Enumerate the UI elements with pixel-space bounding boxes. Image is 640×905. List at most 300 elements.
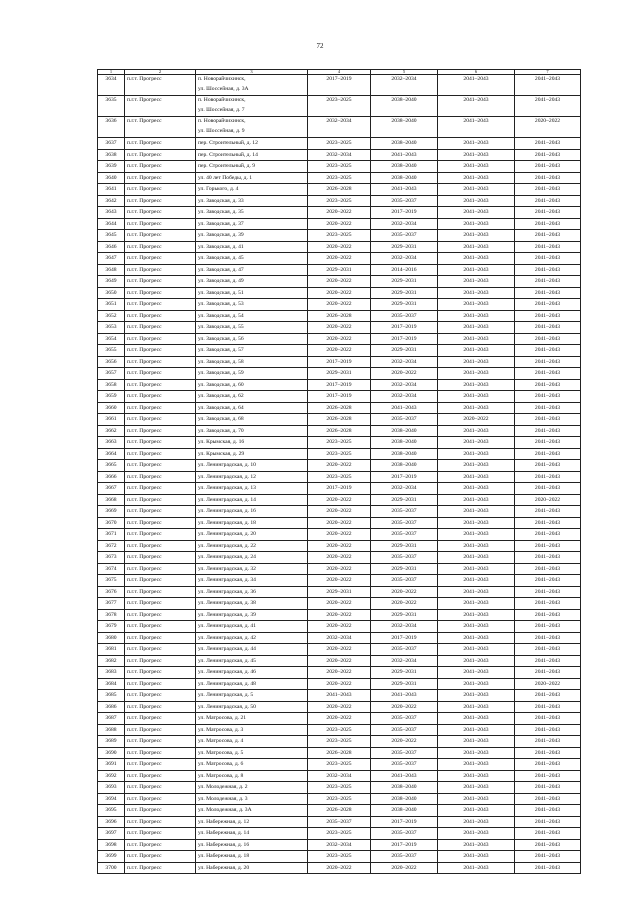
settlement: п.г.т. Прогресс bbox=[125, 391, 196, 403]
period-col4: 2020–2022 bbox=[308, 621, 371, 633]
address: ул. Горького, д. 4 bbox=[196, 184, 308, 196]
address-line: ул. Шоссейная, д. 9 bbox=[198, 127, 245, 134]
address: ул. Ленинградская, д. 44 bbox=[196, 644, 308, 656]
row-number: 3663 bbox=[98, 437, 125, 449]
period-col6: 2041–2043 bbox=[438, 586, 515, 598]
period-col6: 2041–2043 bbox=[438, 287, 515, 299]
table-row bbox=[98, 460, 581, 472]
table-row bbox=[98, 322, 581, 334]
period-col7: 2041–2043 bbox=[515, 460, 581, 472]
settlement: п.г.т. Прогресс bbox=[125, 230, 196, 242]
period-col5: 2035–2037 bbox=[371, 310, 438, 322]
period-col6: 2041–2043 bbox=[438, 264, 515, 276]
table-row bbox=[98, 241, 581, 253]
address-line: ул. Шоссейная, д. 7 bbox=[198, 106, 245, 113]
period-col4: 2026–2028 bbox=[308, 805, 371, 817]
address: ул. Ленинградская, д. 46 bbox=[196, 667, 308, 679]
row-number: 3650 bbox=[98, 287, 125, 299]
row-number: 3642 bbox=[98, 195, 125, 207]
row-number: 3645 bbox=[98, 230, 125, 242]
period-col7: 2020–2022 bbox=[515, 117, 581, 138]
period-col6: 2041–2043 bbox=[438, 563, 515, 575]
settlement: п.г.т. Прогресс bbox=[125, 276, 196, 288]
period-col5: 2038–2040 bbox=[371, 782, 438, 794]
period-col4: 2032–2034 bbox=[308, 770, 371, 782]
period-col6: 2041–2043 bbox=[438, 310, 515, 322]
period-col5: 2020–2022 bbox=[371, 736, 438, 748]
period-col6: 2041–2043 bbox=[438, 667, 515, 679]
period-col4: 2026–2028 bbox=[308, 414, 371, 426]
period-col5: 2038–2040 bbox=[371, 161, 438, 173]
period-col4: 2023–2025 bbox=[308, 161, 371, 173]
period-col4: 2020–2022 bbox=[308, 701, 371, 713]
period-col5: 2035–2037 bbox=[371, 575, 438, 587]
period-col7: 2020–2022 bbox=[515, 678, 581, 690]
row-number: 3660 bbox=[98, 402, 125, 414]
period-col6: 2041–2043 bbox=[438, 75, 515, 96]
address: ул. Заводская, д. 55 bbox=[196, 322, 308, 334]
period-col7: 2041–2043 bbox=[515, 299, 581, 311]
table-row bbox=[98, 736, 581, 748]
row-number: 3669 bbox=[98, 506, 125, 518]
settlement: п.г.т. Прогресс bbox=[125, 759, 196, 771]
period-col7: 2041–2043 bbox=[515, 414, 581, 426]
row-number: 3656 bbox=[98, 356, 125, 368]
address: ул. Заводская, д. 39 bbox=[196, 230, 308, 242]
period-col7: 2041–2043 bbox=[515, 713, 581, 725]
address: ул. Ленинградская, д. 14 bbox=[196, 494, 308, 506]
settlement: п.г.т. Прогресс bbox=[125, 506, 196, 518]
row-number: 3661 bbox=[98, 414, 125, 426]
address: ул. Набережная, д. 20 bbox=[196, 862, 308, 874]
address: ул. 40 лет Победы, д. 1 bbox=[196, 172, 308, 184]
address: ул. Матросова, д. 5 bbox=[196, 747, 308, 759]
period-col7: 2041–2043 bbox=[515, 172, 581, 184]
period-col6: 2041–2043 bbox=[438, 805, 515, 817]
period-col4: 2020–2022 bbox=[308, 322, 371, 334]
table-row bbox=[98, 345, 581, 357]
period-col4: 2023–2025 bbox=[308, 96, 371, 117]
table-body bbox=[98, 70, 581, 874]
period-col5: 2038–2040 bbox=[371, 425, 438, 437]
period-col7: 2041–2043 bbox=[515, 230, 581, 242]
period-col6: 2041–2043 bbox=[438, 782, 515, 794]
table-row bbox=[98, 862, 581, 874]
row-number: 3641 bbox=[98, 184, 125, 196]
period-col7: 2041–2043 bbox=[515, 644, 581, 656]
period-col5: 2035–2037 bbox=[371, 230, 438, 242]
row-number: 3673 bbox=[98, 552, 125, 564]
settlement: п.г.т. Прогресс bbox=[125, 414, 196, 426]
table-row bbox=[98, 552, 581, 564]
period-col5: 2017–2019 bbox=[371, 207, 438, 219]
period-col4: 2035–2037 bbox=[308, 816, 371, 828]
period-col7: 2041–2043 bbox=[515, 161, 581, 173]
table-row bbox=[98, 75, 581, 96]
period-col7: 2041–2043 bbox=[515, 701, 581, 713]
settlement: п.г.т. Прогресс bbox=[125, 437, 196, 449]
period-col6: 2041–2043 bbox=[438, 609, 515, 621]
period-col4: 2020–2022 bbox=[308, 552, 371, 564]
address: ул. Ленинградская, д. 20 bbox=[196, 529, 308, 541]
period-col5: 2032–2034 bbox=[371, 379, 438, 391]
period-col7: 2041–2043 bbox=[515, 632, 581, 644]
period-col4: 2029–2031 bbox=[308, 586, 371, 598]
period-col6: 2041–2043 bbox=[438, 713, 515, 725]
period-col4: 2029–2031 bbox=[308, 264, 371, 276]
table-row bbox=[98, 816, 581, 828]
settlement: п.г.т. Прогресс bbox=[125, 644, 196, 656]
column-header: 3 bbox=[196, 70, 308, 75]
settlement: п.г.т. Прогресс bbox=[125, 149, 196, 161]
period-col4: 2020–2022 bbox=[308, 345, 371, 357]
address: ул. Заводская, д. 33 bbox=[196, 195, 308, 207]
settlement: п.г.т. Прогресс bbox=[125, 828, 196, 840]
period-col4: 2020–2022 bbox=[308, 678, 371, 690]
table-row bbox=[98, 517, 581, 529]
table-row bbox=[98, 701, 581, 713]
address: ул. Ленинградская, д. 22 bbox=[196, 540, 308, 552]
address-line: п. Новорайчихинск, bbox=[198, 97, 246, 103]
address: ул. Заводская, д. 56 bbox=[196, 333, 308, 345]
period-col7: 2041–2043 bbox=[515, 149, 581, 161]
table-row bbox=[98, 230, 581, 242]
settlement: п.г.т. Прогресс bbox=[125, 356, 196, 368]
row-number: 3697 bbox=[98, 828, 125, 840]
row-number: 3676 bbox=[98, 586, 125, 598]
period-col6: 2041–2043 bbox=[438, 195, 515, 207]
settlement: п.г.т. Прогресс bbox=[125, 632, 196, 644]
address: ул. Заводская, д. 64 bbox=[196, 402, 308, 414]
settlement: п.г.т. Прогресс bbox=[125, 402, 196, 414]
period-col4: 2020–2022 bbox=[308, 517, 371, 529]
period-col5: 2035–2037 bbox=[371, 529, 438, 541]
period-col7: 2041–2043 bbox=[515, 310, 581, 322]
period-col6: 2041–2043 bbox=[438, 644, 515, 656]
address: ул. Ленинградская, д. 36 bbox=[196, 586, 308, 598]
period-col5: 2038–2040 bbox=[371, 793, 438, 805]
table-row bbox=[98, 851, 581, 863]
period-col4: 2020–2022 bbox=[308, 460, 371, 472]
period-col6: 2041–2043 bbox=[438, 828, 515, 840]
row-number: 3672 bbox=[98, 540, 125, 552]
period-col5: 2035–2037 bbox=[371, 724, 438, 736]
period-col6: 2041–2043 bbox=[438, 529, 515, 541]
period-col4: 2023–2025 bbox=[308, 230, 371, 242]
address: ул. Заводская, д. 47 bbox=[196, 264, 308, 276]
address: ул. Заводская, д. 53 bbox=[196, 299, 308, 311]
table-row bbox=[98, 218, 581, 230]
table-row bbox=[98, 96, 581, 117]
period-col6: 2041–2043 bbox=[438, 425, 515, 437]
table-row bbox=[98, 540, 581, 552]
period-col6: 2041–2043 bbox=[438, 839, 515, 851]
period-col6: 2041–2043 bbox=[438, 368, 515, 380]
row-number: 3649 bbox=[98, 276, 125, 288]
address: ул. Матросова, д. 4 bbox=[196, 736, 308, 748]
period-col4: 2020–2022 bbox=[308, 506, 371, 518]
period-col4: 2020–2022 bbox=[308, 529, 371, 541]
settlement: п.г.т. Прогресс bbox=[125, 713, 196, 725]
row-number: 3670 bbox=[98, 517, 125, 529]
period-col7: 2041–2043 bbox=[515, 552, 581, 564]
period-col4: 2032–2034 bbox=[308, 839, 371, 851]
address: ул. Заводская, д. 54 bbox=[196, 310, 308, 322]
period-col5: 2020–2022 bbox=[371, 598, 438, 610]
period-col7: 2041–2043 bbox=[515, 805, 581, 817]
period-col4: 2020–2022 bbox=[308, 655, 371, 667]
period-col5: 2041–2043 bbox=[371, 149, 438, 161]
period-col6: 2041–2043 bbox=[438, 402, 515, 414]
settlement: п.г.т. Прогресс bbox=[125, 195, 196, 207]
settlement: п.г.т. Прогресс bbox=[125, 747, 196, 759]
table-row bbox=[98, 333, 581, 345]
period-col4: 2026–2028 bbox=[308, 402, 371, 414]
period-col7: 2041–2043 bbox=[515, 253, 581, 265]
period-col7: 2041–2043 bbox=[515, 517, 581, 529]
column-header: 6 bbox=[438, 70, 515, 75]
period-col6: 2041–2043 bbox=[438, 851, 515, 863]
period-col5: 2038–2040 bbox=[371, 805, 438, 817]
table-row bbox=[98, 184, 581, 196]
period-col7: 2041–2043 bbox=[515, 356, 581, 368]
address: ул. Заводская, д. 70 bbox=[196, 425, 308, 437]
period-col7: 2041–2043 bbox=[515, 540, 581, 552]
settlement: п.г.т. Прогресс bbox=[125, 563, 196, 575]
settlement: п.г.т. Прогресс bbox=[125, 494, 196, 506]
address: ул. Ленинградская, д. 42 bbox=[196, 632, 308, 644]
period-col7: 2041–2043 bbox=[515, 184, 581, 196]
period-col5: 2032–2034 bbox=[371, 621, 438, 633]
period-col6: 2041–2043 bbox=[438, 207, 515, 219]
period-col7: 2020–2022 bbox=[515, 494, 581, 506]
address: ул. Заводская, д. 35 bbox=[196, 207, 308, 219]
period-col7: 2041–2043 bbox=[515, 782, 581, 794]
settlement: п.г.т. Прогресс bbox=[125, 75, 196, 96]
period-col7: 2041–2043 bbox=[515, 724, 581, 736]
period-col4: 2020–2022 bbox=[308, 333, 371, 345]
period-col5: 2029–2031 bbox=[371, 678, 438, 690]
period-col4: 2020–2022 bbox=[308, 276, 371, 288]
period-col7: 2041–2043 bbox=[515, 96, 581, 117]
period-col4: 2020–2022 bbox=[308, 540, 371, 552]
settlement: п.г.т. Прогресс bbox=[125, 552, 196, 564]
table-row bbox=[98, 195, 581, 207]
period-col7: 2041–2043 bbox=[515, 736, 581, 748]
settlement: п.г.т. Прогресс bbox=[125, 782, 196, 794]
period-col7: 2041–2043 bbox=[515, 828, 581, 840]
table-row bbox=[98, 667, 581, 679]
table-row bbox=[98, 575, 581, 587]
table-row bbox=[98, 586, 581, 598]
period-col4: 2026–2028 bbox=[308, 425, 371, 437]
period-col4: 2032–2034 bbox=[308, 117, 371, 138]
column-header: 5 bbox=[371, 70, 438, 75]
settlement: п.г.т. Прогресс bbox=[125, 218, 196, 230]
row-number: 3674 bbox=[98, 563, 125, 575]
address: пер. Строительный, д. 9 bbox=[196, 161, 308, 173]
period-col4: 2026–2028 bbox=[308, 184, 371, 196]
settlement: п.г.т. Прогресс bbox=[125, 805, 196, 817]
period-col4: 2020–2022 bbox=[308, 241, 371, 253]
period-col7: 2041–2043 bbox=[515, 770, 581, 782]
period-col6: 2041–2043 bbox=[438, 736, 515, 748]
settlement: п.г.т. Прогресс bbox=[125, 701, 196, 713]
row-number: 3655 bbox=[98, 345, 125, 357]
period-col4: 2023–2025 bbox=[308, 172, 371, 184]
row-number: 3683 bbox=[98, 667, 125, 679]
row-number: 3690 bbox=[98, 747, 125, 759]
period-col7: 2041–2043 bbox=[515, 563, 581, 575]
row-number: 3657 bbox=[98, 368, 125, 380]
period-col4: 2023–2025 bbox=[308, 437, 371, 449]
period-col6: 2041–2043 bbox=[438, 391, 515, 403]
period-col5: 2038–2040 bbox=[371, 460, 438, 472]
period-col6: 2041–2043 bbox=[438, 149, 515, 161]
address: ул. Ленинградская, д. 41 bbox=[196, 621, 308, 633]
period-col5: 2038–2040 bbox=[371, 448, 438, 460]
row-number: 3667 bbox=[98, 483, 125, 495]
column-header: 2 bbox=[125, 70, 196, 75]
period-col6: 2041–2043 bbox=[438, 598, 515, 610]
period-col5: 2029–2031 bbox=[371, 276, 438, 288]
period-col5: 2038–2040 bbox=[371, 172, 438, 184]
settlement: п.г.т. Прогресс bbox=[125, 264, 196, 276]
period-col4: 2023–2025 bbox=[308, 724, 371, 736]
settlement: п.г.т. Прогресс bbox=[125, 724, 196, 736]
period-col5: 2032–2034 bbox=[371, 75, 438, 96]
settlement: п.г.т. Прогресс bbox=[125, 184, 196, 196]
period-col4: 2020–2022 bbox=[308, 207, 371, 219]
table-row bbox=[98, 598, 581, 610]
row-number: 3682 bbox=[98, 655, 125, 667]
settlement: п.г.т. Прогресс bbox=[125, 322, 196, 334]
row-number: 3681 bbox=[98, 644, 125, 656]
address: ул. Заводская, д. 60 bbox=[196, 379, 308, 391]
settlement: п.г.т. Прогресс bbox=[125, 793, 196, 805]
table-row bbox=[98, 563, 581, 575]
period-col4: 2017–2019 bbox=[308, 379, 371, 391]
period-col5: 2035–2037 bbox=[371, 517, 438, 529]
address bbox=[196, 117, 308, 138]
period-col6: 2041–2043 bbox=[438, 356, 515, 368]
period-col7: 2041–2043 bbox=[515, 667, 581, 679]
period-col7: 2041–2043 bbox=[515, 241, 581, 253]
period-col4: 2020–2022 bbox=[308, 667, 371, 679]
period-col7: 2041–2043 bbox=[515, 195, 581, 207]
row-number: 3689 bbox=[98, 736, 125, 748]
row-number: 3639 bbox=[98, 161, 125, 173]
table-row bbox=[98, 117, 581, 138]
period-col5: 2029–2031 bbox=[371, 609, 438, 621]
table-row bbox=[98, 448, 581, 460]
period-col6: 2041–2043 bbox=[438, 759, 515, 771]
period-col6: 2041–2043 bbox=[438, 161, 515, 173]
table-row bbox=[98, 356, 581, 368]
period-col6: 2041–2043 bbox=[438, 506, 515, 518]
period-col6: 2041–2043 bbox=[438, 678, 515, 690]
address: ул. Заводская, д. 37 bbox=[196, 218, 308, 230]
period-col4: 2023–2025 bbox=[308, 782, 371, 794]
period-col6: 2041–2043 bbox=[438, 437, 515, 449]
period-col4: 2023–2025 bbox=[308, 851, 371, 863]
row-number: 3637 bbox=[98, 138, 125, 150]
address: ул. Крымская, д. 29 bbox=[196, 448, 308, 460]
address: ул. Набережная, д. 16 bbox=[196, 839, 308, 851]
table-row bbox=[98, 161, 581, 173]
period-col7: 2041–2043 bbox=[515, 75, 581, 96]
period-col6: 2041–2043 bbox=[438, 862, 515, 874]
period-col6: 2041–2043 bbox=[438, 299, 515, 311]
row-number: 3685 bbox=[98, 690, 125, 702]
period-col7: 2041–2043 bbox=[515, 609, 581, 621]
period-col5: 2014–2016 bbox=[371, 264, 438, 276]
period-col5: 2032–2034 bbox=[371, 483, 438, 495]
period-col4: 2020–2022 bbox=[308, 598, 371, 610]
period-col6: 2041–2043 bbox=[438, 460, 515, 472]
period-col4: 2017–2019 bbox=[308, 75, 371, 96]
period-col6: 2041–2043 bbox=[438, 793, 515, 805]
table-row bbox=[98, 529, 581, 541]
row-number: 3652 bbox=[98, 310, 125, 322]
period-col4: 2017–2019 bbox=[308, 356, 371, 368]
settlement: п.г.т. Прогресс bbox=[125, 299, 196, 311]
settlement: п.г.т. Прогресс bbox=[125, 287, 196, 299]
settlement: п.г.т. Прогресс bbox=[125, 345, 196, 357]
period-col4: 2029–2031 bbox=[308, 368, 371, 380]
table-row bbox=[98, 299, 581, 311]
period-col6: 2041–2043 bbox=[438, 471, 515, 483]
period-col5: 2035–2037 bbox=[371, 828, 438, 840]
settlement: п.г.т. Прогресс bbox=[125, 483, 196, 495]
address: ул. Ленинградская, д. 38 bbox=[196, 598, 308, 610]
table-row bbox=[98, 609, 581, 621]
period-col5: 2020–2022 bbox=[371, 862, 438, 874]
page-number: 72 bbox=[316, 42, 324, 50]
row-number: 3699 bbox=[98, 851, 125, 863]
row-number: 3653 bbox=[98, 322, 125, 334]
settlement: п.г.т. Прогресс bbox=[125, 586, 196, 598]
period-col4: 2020–2022 bbox=[308, 575, 371, 587]
period-col5: 2029–2031 bbox=[371, 563, 438, 575]
period-col6: 2041–2043 bbox=[438, 322, 515, 334]
address: ул. Ленинградская, д. 12 bbox=[196, 471, 308, 483]
table-row bbox=[98, 287, 581, 299]
period-col7: 2041–2043 bbox=[515, 368, 581, 380]
period-col7: 2041–2043 bbox=[515, 437, 581, 449]
period-col6: 2041–2043 bbox=[438, 701, 515, 713]
address: ул. Ленинградская, д. 32 bbox=[196, 563, 308, 575]
row-number: 3695 bbox=[98, 805, 125, 817]
row-number: 3638 bbox=[98, 149, 125, 161]
table-row bbox=[98, 770, 581, 782]
period-col6: 2041–2043 bbox=[438, 117, 515, 138]
settlement: п.г.т. Прогресс bbox=[125, 529, 196, 541]
period-col4: 2020–2022 bbox=[308, 299, 371, 311]
row-number: 3684 bbox=[98, 678, 125, 690]
period-col6: 2041–2043 bbox=[438, 540, 515, 552]
settlement: п.г.т. Прогресс bbox=[125, 172, 196, 184]
row-number: 3635 bbox=[98, 96, 125, 117]
period-col6: 2041–2043 bbox=[438, 345, 515, 357]
address: ул. Крымская, д. 16 bbox=[196, 437, 308, 449]
period-col7: 2041–2043 bbox=[515, 207, 581, 219]
period-col6: 2041–2043 bbox=[438, 241, 515, 253]
period-col5: 2041–2043 bbox=[371, 402, 438, 414]
table-row bbox=[98, 690, 581, 702]
address-line: п. Новорайчихинск, bbox=[198, 76, 246, 82]
period-col5: 2032–2034 bbox=[371, 391, 438, 403]
